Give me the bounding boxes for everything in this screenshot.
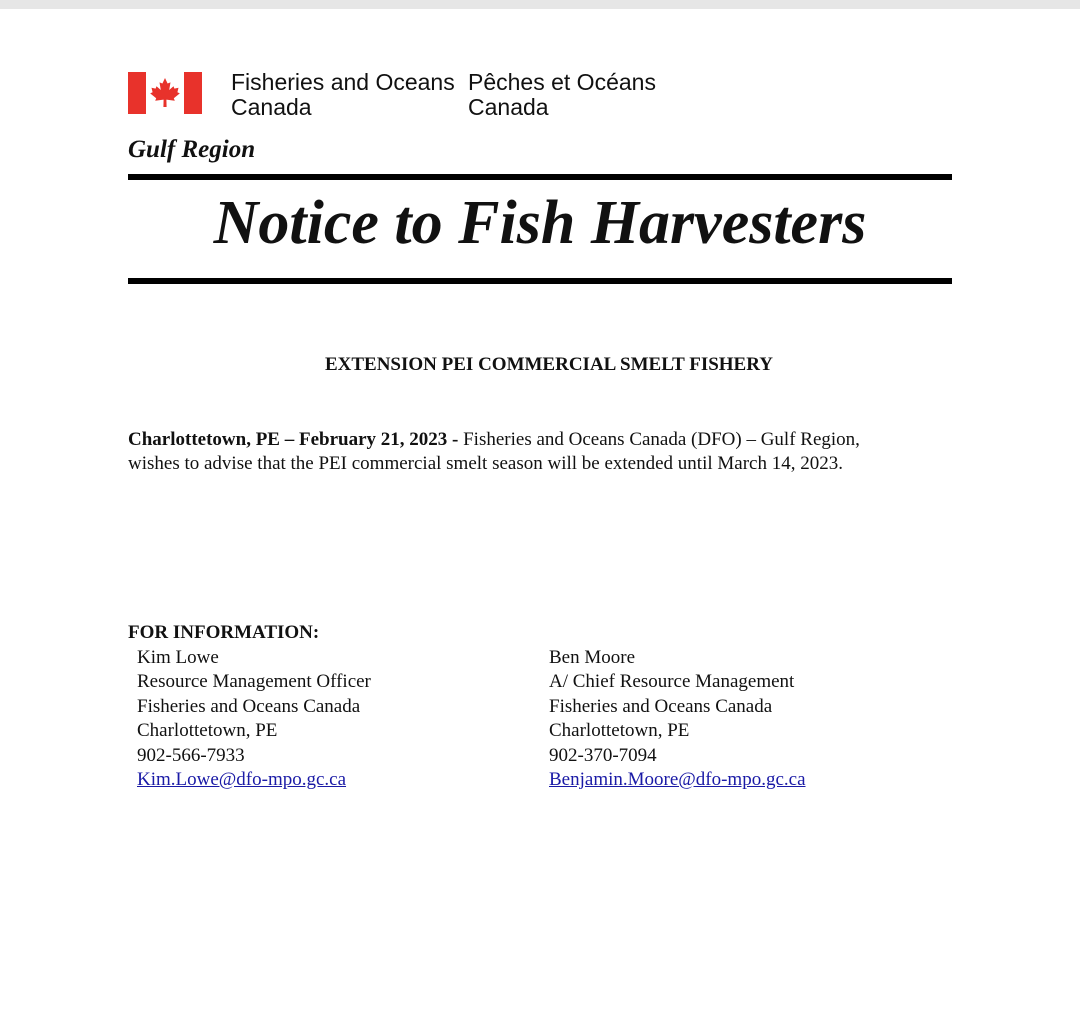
dateline: Charlottetown, PE – February 21, 2023 bbox=[128, 429, 448, 450]
contact-title: A/ Chief Resource Management bbox=[549, 671, 795, 693]
contact-title: Resource Management Officer bbox=[137, 671, 371, 693]
title-rule-bottom bbox=[128, 278, 952, 284]
dept-fr-line1: Pêches et Océans bbox=[468, 69, 656, 95]
dept-fr-line2: Canada bbox=[468, 94, 549, 120]
department-name-english bbox=[231, 70, 455, 120]
contact-organization: Fisheries and Oceans Canada bbox=[137, 695, 361, 717]
dept-en-line1: Fisheries and Oceans bbox=[231, 69, 455, 95]
dateline-separator: - bbox=[447, 429, 464, 450]
title-rule-top bbox=[128, 174, 952, 180]
contact-organization: Fisheries and Oceans Canada bbox=[549, 695, 773, 717]
viewer-top-bar bbox=[0, 0, 1080, 9]
information-heading: FOR INFORMATION: bbox=[128, 622, 320, 643]
canada-flag-icon bbox=[128, 72, 202, 114]
department-name-french bbox=[468, 70, 656, 120]
contact-email-link[interactable]: Benjamin.Moore@dfo-mpo.gc.ca bbox=[549, 769, 806, 791]
dept-en-line2: Canada bbox=[231, 94, 312, 120]
contact-location: Charlottetown, PE bbox=[137, 720, 278, 742]
contact-name: Ben Moore bbox=[549, 647, 636, 668]
contact-location: Charlottetown, PE bbox=[549, 720, 690, 742]
contact-phone: 902-370-7094 bbox=[549, 744, 657, 766]
notice-subject: EXTENSION PEI COMMERCIAL SMELT FISHERY bbox=[324, 354, 774, 375]
contact-name: Kim Lowe bbox=[137, 647, 219, 668]
contact-phone: 902-566-7933 bbox=[137, 744, 245, 766]
contact-card bbox=[137, 646, 371, 792]
body-line-2: wishes to advise that the PEI commercial smelt season will be extended until March 14, 2023. bbox=[128, 453, 843, 474]
notice-body bbox=[128, 428, 958, 476]
notice-title: Notice to Fish Harvesters bbox=[213, 189, 867, 257]
contact-email-link[interactable]: Kim.Lowe@dfo-mpo.gc.ca bbox=[137, 769, 347, 791]
body-line-1-text: Fisheries and Oceans Canada (DFO) – Gulf Region, bbox=[463, 429, 860, 450]
body-line-1 bbox=[128, 428, 958, 452]
contact-card bbox=[549, 646, 806, 792]
region-label: Gulf Region bbox=[128, 136, 256, 163]
